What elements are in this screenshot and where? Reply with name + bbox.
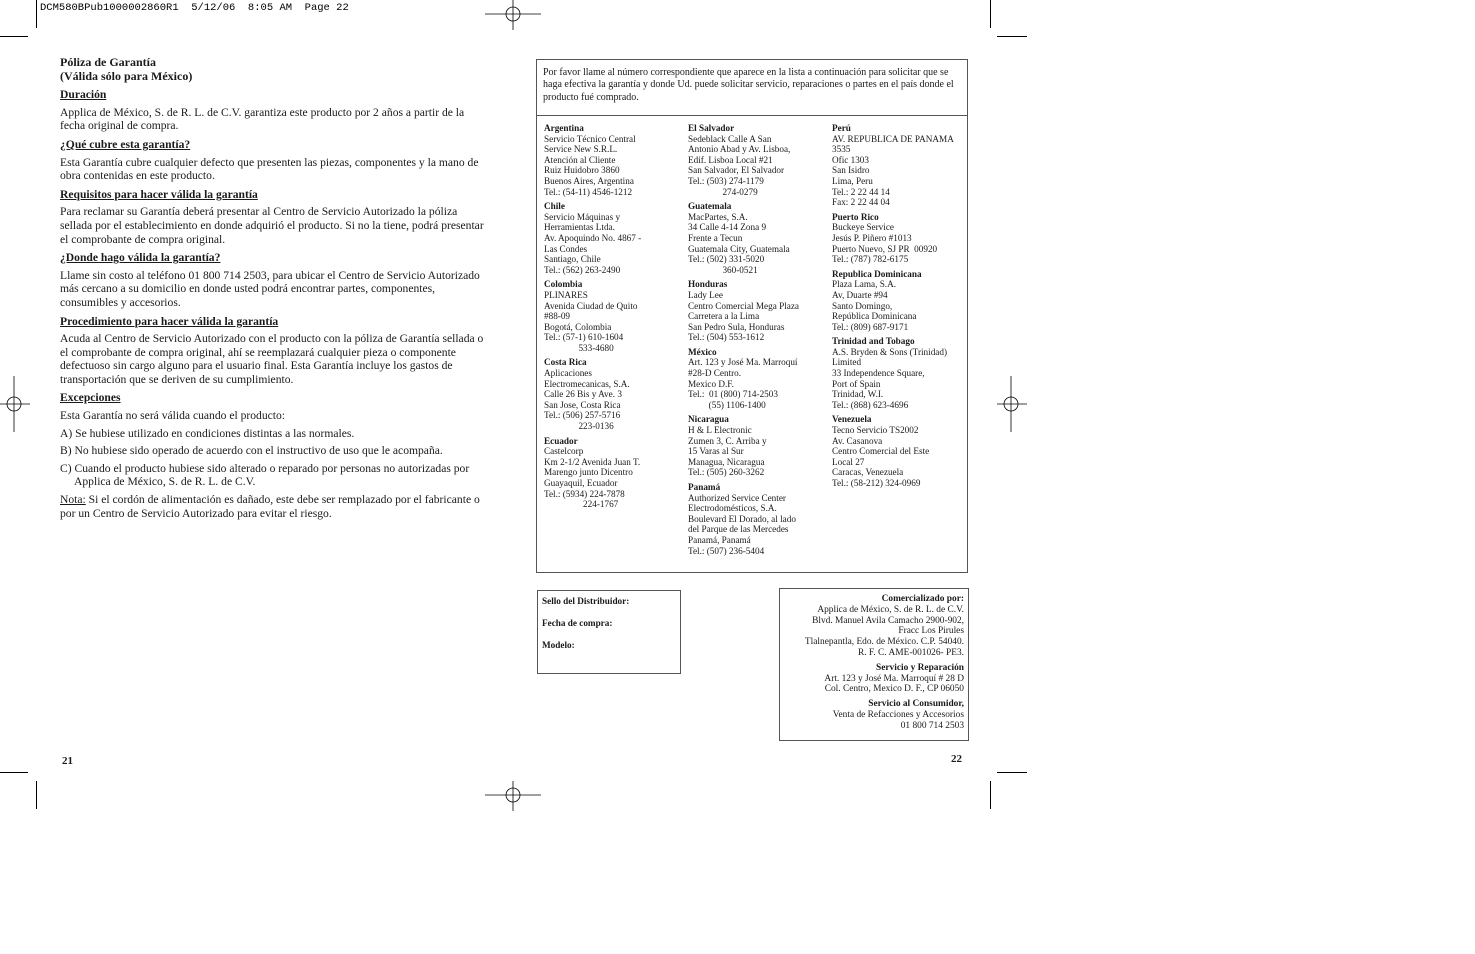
contact-line: H & L Electronic [688, 425, 752, 436]
exception-item: C) Cuando el producto hubiese sido alterado o reparado por personas no autorizadas por Applica de México, S. de R. L. de C.V. [60, 461, 470, 489]
contact-line: Centro Comercial del Este [832, 446, 930, 457]
contact-line: Authorized Service Center [688, 492, 786, 503]
contact-line: Tel.: (504) 553-1612 [688, 332, 765, 343]
contact-line: Tel.: (562) 263-2490 [544, 264, 621, 275]
contact-line: Tel.: 01 (800) 714-2503 [688, 389, 778, 400]
contact-line: Servicio Técnico Central [544, 133, 636, 144]
contact-line: Atención al Cliente [544, 154, 616, 165]
contact-line: Santo Domingo, [832, 300, 893, 311]
contact-line: Limited [832, 357, 862, 368]
directory-column [832, 123, 970, 489]
marketed-by-heading: Comercializado por: [881, 594, 964, 604]
directory-column [544, 123, 682, 510]
section-paragraph: Acuda al Centro de Servicio Autorizado con el producto con la póliza de Garantía sellada o el comprobante de compra original, ahí se reemplazará cualquier pieza o componente defectuoso sin cargo alguno para el usuario final. Esta Garantía incluye los gastos de transportación que se deriven de su cumplimiento. [60, 332, 484, 386]
address-line: Tlalnepantla, Edo. de México. C.P. 54040. [804, 637, 964, 648]
crop-mark [990, 0, 991, 28]
crop-mark [997, 36, 1027, 37]
contact-line: San Pedro Sula, Honduras [688, 321, 785, 332]
section-heading: Procedimiento para hacer válida la garantía [60, 314, 279, 328]
section-paragraph: Para reclamar su Garantía deberá presentar al Centro de Servicio Autorizado la póliza sellada por el establecimiento en donde adquirió el producto. Si no la tiene, podrá presentar el comprobante de compra original. [60, 205, 484, 246]
contact-line: Servicio Máquinas y [544, 211, 621, 222]
contact-line: Tecno Servicio TS2002 [832, 425, 919, 436]
contact-line: Centro Comercial Mega Plaza [688, 300, 799, 311]
contact-line: Art. 123 y José Ma. Marroquí [688, 357, 798, 368]
contact-line: 223-0136 [544, 421, 614, 432]
contact-line: Boulevard El Dorado, al lado [688, 513, 796, 524]
contact-line: San Isidro [832, 165, 870, 176]
contact-line: 15 Varas al Sur [688, 446, 744, 457]
contact-line: Sedeblack Calle A San [688, 133, 772, 144]
country-name: Republica Dominicana [832, 268, 922, 279]
contact-line: 3535 [832, 144, 851, 155]
registration-mark-icon [997, 376, 1027, 432]
address-line: Art. 123 y José Ma. Marroquí # 28 D [824, 673, 964, 684]
contact-line: Ruiz Huidobro 3860 [544, 165, 620, 176]
warranty-title: Póliza de Garantía [60, 55, 156, 69]
service-repair-heading: Servicio y Reparación [875, 662, 964, 673]
contact-line: Mexico D.F. [688, 378, 734, 389]
contact-line: Electromecanicas, S.A. [544, 378, 630, 389]
contact-line: Tel.: (505) 260-3262 [688, 467, 765, 478]
contact-line: Marengo junto Dicentro [544, 467, 633, 478]
contact-line: 274-0279 [688, 186, 758, 197]
contact-line: 34 Calle 4-14 Zona 9 [688, 222, 767, 233]
marketed-by-box [779, 588, 969, 741]
contact-line: MacPartes, S.A. [688, 211, 748, 222]
directory-column [688, 123, 826, 556]
section-heading: ¿Qué cubre esta garantía? [60, 137, 191, 151]
contact-line: Tel.: (809) 687-9171 [832, 321, 909, 332]
contact-line: Av, Duarte #94 [832, 289, 888, 300]
contact-line: Trinidad, W.I. [832, 389, 884, 400]
crop-mark [990, 781, 991, 809]
service-directory [536, 115, 968, 573]
consumer-service-heading: Servicio al Consumidor, [868, 699, 964, 710]
address-line: Col. Centro, Mexico D. F., CP 06050 [824, 684, 964, 695]
contact-line: Santiago, Chile [544, 254, 601, 265]
country-name: Guatemala [688, 201, 732, 212]
model-label: Modelo: [542, 640, 575, 650]
contact-line: Buckeye Service [832, 222, 894, 233]
warranty-subtitle: (Válida sólo para México) [60, 68, 193, 83]
exceptions-list [60, 427, 485, 489]
note-paragraph [60, 493, 485, 520]
marketed-by-address [784, 605, 964, 659]
contact-line: Tel.: 2 22 44 14 [832, 186, 890, 197]
country-name: Nicaragua [688, 414, 729, 425]
country-name: El Salvador [688, 123, 735, 133]
contact-line: #88-09 [544, 311, 571, 322]
contact-line: Tel.: (54-11) 4546-1212 [544, 186, 633, 197]
address-line: R. F. C. AME-001026- PE3. [857, 647, 964, 658]
section-heading: Requisitos para hacer válida la garantía [60, 187, 258, 201]
page-number-left: 21 [62, 755, 73, 767]
contact-line: Carretera a la Lima [688, 311, 760, 322]
service-intro-box [536, 59, 968, 116]
crop-mark [997, 772, 1027, 773]
section-heading: ¿Donde hago válida la garantía? [60, 251, 221, 265]
contact-line: Herramientas Ltda. [544, 222, 615, 233]
contact-line: #28-D Centro. [688, 368, 742, 379]
contact-line: Plaza Lama, S.A. [832, 279, 897, 290]
contact-line: Tel.: (507) 236-5404 [688, 545, 765, 556]
distributor-stamp-label: Sello del Distribuidor: [542, 596, 630, 606]
country-name: Colombia [544, 279, 583, 290]
warranty-sections [60, 88, 485, 386]
contact-line: Guatemala City, Guatemala [688, 243, 790, 254]
contact-line: Fax: 2 22 44 04 [832, 197, 890, 208]
consumer-service-info [784, 710, 964, 732]
registration-mark-icon [485, 781, 541, 811]
contact-line: Tel.: (506) 257-5716 [544, 410, 621, 421]
crop-mark [36, 781, 37, 809]
country-name: Trinidad and Tobago [832, 336, 915, 347]
note-text: Si el cordón de alimentación es dañado, este debe ser remplazado por el fabricante o por un Centro de Servicio Autorizado para evitar el riesgo. [60, 493, 480, 520]
warranty-page [60, 56, 485, 520]
country-name: Venezuela [832, 414, 872, 425]
contact-line: 33 Independence Square, [832, 368, 925, 379]
contact-line: 533-4680 [544, 342, 614, 353]
note-label: Nota: [60, 493, 86, 507]
contact-line: 224-1767 [544, 499, 619, 510]
crop-mark [0, 772, 28, 773]
contact-line: A.S. Bryden & Sons (Trinidad) [832, 346, 948, 357]
crop-mark [36, 0, 37, 28]
contact-line: Ofic 1303 [832, 154, 869, 165]
contact-line: San Salvador, El Salvador [688, 165, 785, 176]
address-line: 01 800 714 2503 [900, 720, 964, 731]
contact-line: Av. Apoquindo No. 4867 - [544, 232, 642, 243]
contact-line: Port of Spain [832, 378, 881, 389]
exception-item: B) No hubiese sido operado de acuerdo con el instructivo de uso que le acompaña. [60, 444, 443, 458]
contact-line: Aplicaciones [544, 368, 592, 379]
country-name: Ecuador [544, 435, 578, 446]
contact-line: Local 27 [832, 456, 865, 467]
contact-line: del Parque de las Mercedes [688, 524, 789, 535]
contact-line: 360-0521 [688, 264, 758, 275]
contact-line: Lima, Peru [832, 175, 873, 186]
contact-line: Calle 26 Bis y Ave. 3 [544, 389, 622, 400]
contact-line: Managua, Nicaragua [688, 456, 765, 467]
address-line: Applica de México, S. de R. L. de C.V. [817, 604, 964, 615]
contact-line: Tel.: (5934) 224-7878 [544, 488, 625, 499]
country-name: Costa Rica [544, 357, 587, 368]
exceptions-intro: Esta Garantía no será válida cuando el producto: [60, 409, 286, 423]
section-heading: Duración [60, 88, 107, 102]
contact-line: Avenida Ciudad de Quito [544, 300, 638, 311]
contact-line: Tel.: (57-1) 610-1604 [544, 332, 624, 343]
distributor-box [537, 590, 681, 674]
country-name: Perú [832, 123, 851, 133]
contact-line: Lady Lee [688, 289, 723, 300]
section-paragraph: Llame sin costo al teléfono 01 800 714 2503, para ubicar el Centro de Servicio Autorizado más cercano a su domicilio en donde usted podrá encontrar partes, componentes, consumibles y accesorios. [60, 268, 480, 309]
contact-line: Las Condes [544, 243, 588, 254]
contact-line: Caracas, Venezuela [832, 467, 904, 478]
contact-line: Panamá, Panamá [688, 534, 751, 545]
contact-line: Tel.: (58-212) 324-0969 [832, 478, 921, 488]
contact-line: República Dominicana [832, 311, 917, 322]
contact-line: San Jose, Costa Rica [544, 399, 621, 410]
contact-line: Av. Casanova [832, 435, 883, 446]
service-intro-text: Por favor llame al número correspondiente que aparece en la lista a continuación para solicitar que se haga efectiva la garantía y donde Ud. puede solicitar servicio, reparaciones o partes en el país donde el producto fué comprado. [543, 67, 954, 103]
contact-line: Zumen 3, C. Arriba y [688, 435, 767, 446]
contact-line: (55) 1106-1400 [688, 399, 766, 410]
exception-item: A) Se hubiese utilizado en condiciones distintas a las normales. [60, 426, 355, 440]
country-name: Honduras [688, 279, 728, 290]
section-paragraph: Esta Garantía cubre cualquier defecto que presenten las piezas, componentes y la mano de obra contenidas en este producto. [60, 155, 479, 183]
contact-line: Frente a Tecun [688, 232, 743, 243]
section-paragraph: Applica de México, S. de R. L. de C.V. garantiza este producto por 2 años a partir de la fecha original de compra. [60, 105, 465, 133]
country-name: Argentina [544, 123, 584, 133]
country-name: México [688, 346, 717, 357]
country-name: Chile [544, 201, 565, 212]
contact-line: Puerto Nuevo, SJ PR 00920 [832, 243, 938, 254]
service-repair-address [784, 674, 964, 696]
address-line: Blvd. Manuel Avila Camacho 2900-902, [812, 615, 964, 626]
country-name: Puerto Rico [832, 211, 879, 222]
contact-line: Edif. Lisboa Local #21 [688, 154, 773, 165]
contact-line: Km 2-1/2 Avenida Juan T. [544, 456, 641, 467]
contact-line: Service New S.R.L. [544, 144, 618, 155]
contact-line: Tel.: (503) 274-1179 [688, 175, 764, 186]
purchase-date-label: Fecha de compra: [542, 618, 613, 628]
registration-mark-icon [0, 376, 30, 432]
contact-line: Tel.: (787) 782-6175 [832, 254, 909, 265]
country-name: Panamá [688, 482, 721, 492]
contact-line: Tel.: (502) 331-5020 [688, 254, 765, 265]
registration-mark-icon [485, 0, 541, 30]
contact-line: Castelcorp [544, 446, 584, 457]
print-slug: DCM580BPub1000002860R1 5/12/06 8:05 AM Page 22 [40, 2, 349, 14]
contact-line: Guayaquil, Ecuador [544, 478, 618, 488]
contact-line: Bogotá, Colombia [544, 321, 612, 332]
exceptions-heading: Excepciones [60, 391, 121, 405]
contact-line: AV. REPUBLICA DE PANAMA [832, 133, 954, 144]
contact-line: PLINARES [544, 289, 588, 300]
address-line: Fracc Los Pirules [898, 626, 964, 637]
address-line: Venta de Refacciones y Accesorios [832, 709, 964, 720]
contact-line: Electrodomésticos, S.A. [688, 503, 777, 514]
contact-line: Antonio Abad y Av. Lisboa, [688, 144, 791, 155]
contact-line: Buenos Aires, Argentina [544, 175, 634, 186]
crop-mark [0, 36, 28, 37]
contact-line: Jesús P. Piñero #1013 [832, 232, 912, 243]
page-number-right: 22 [951, 753, 962, 765]
contact-line: Tel.: (868) 623-4696 [832, 399, 909, 410]
